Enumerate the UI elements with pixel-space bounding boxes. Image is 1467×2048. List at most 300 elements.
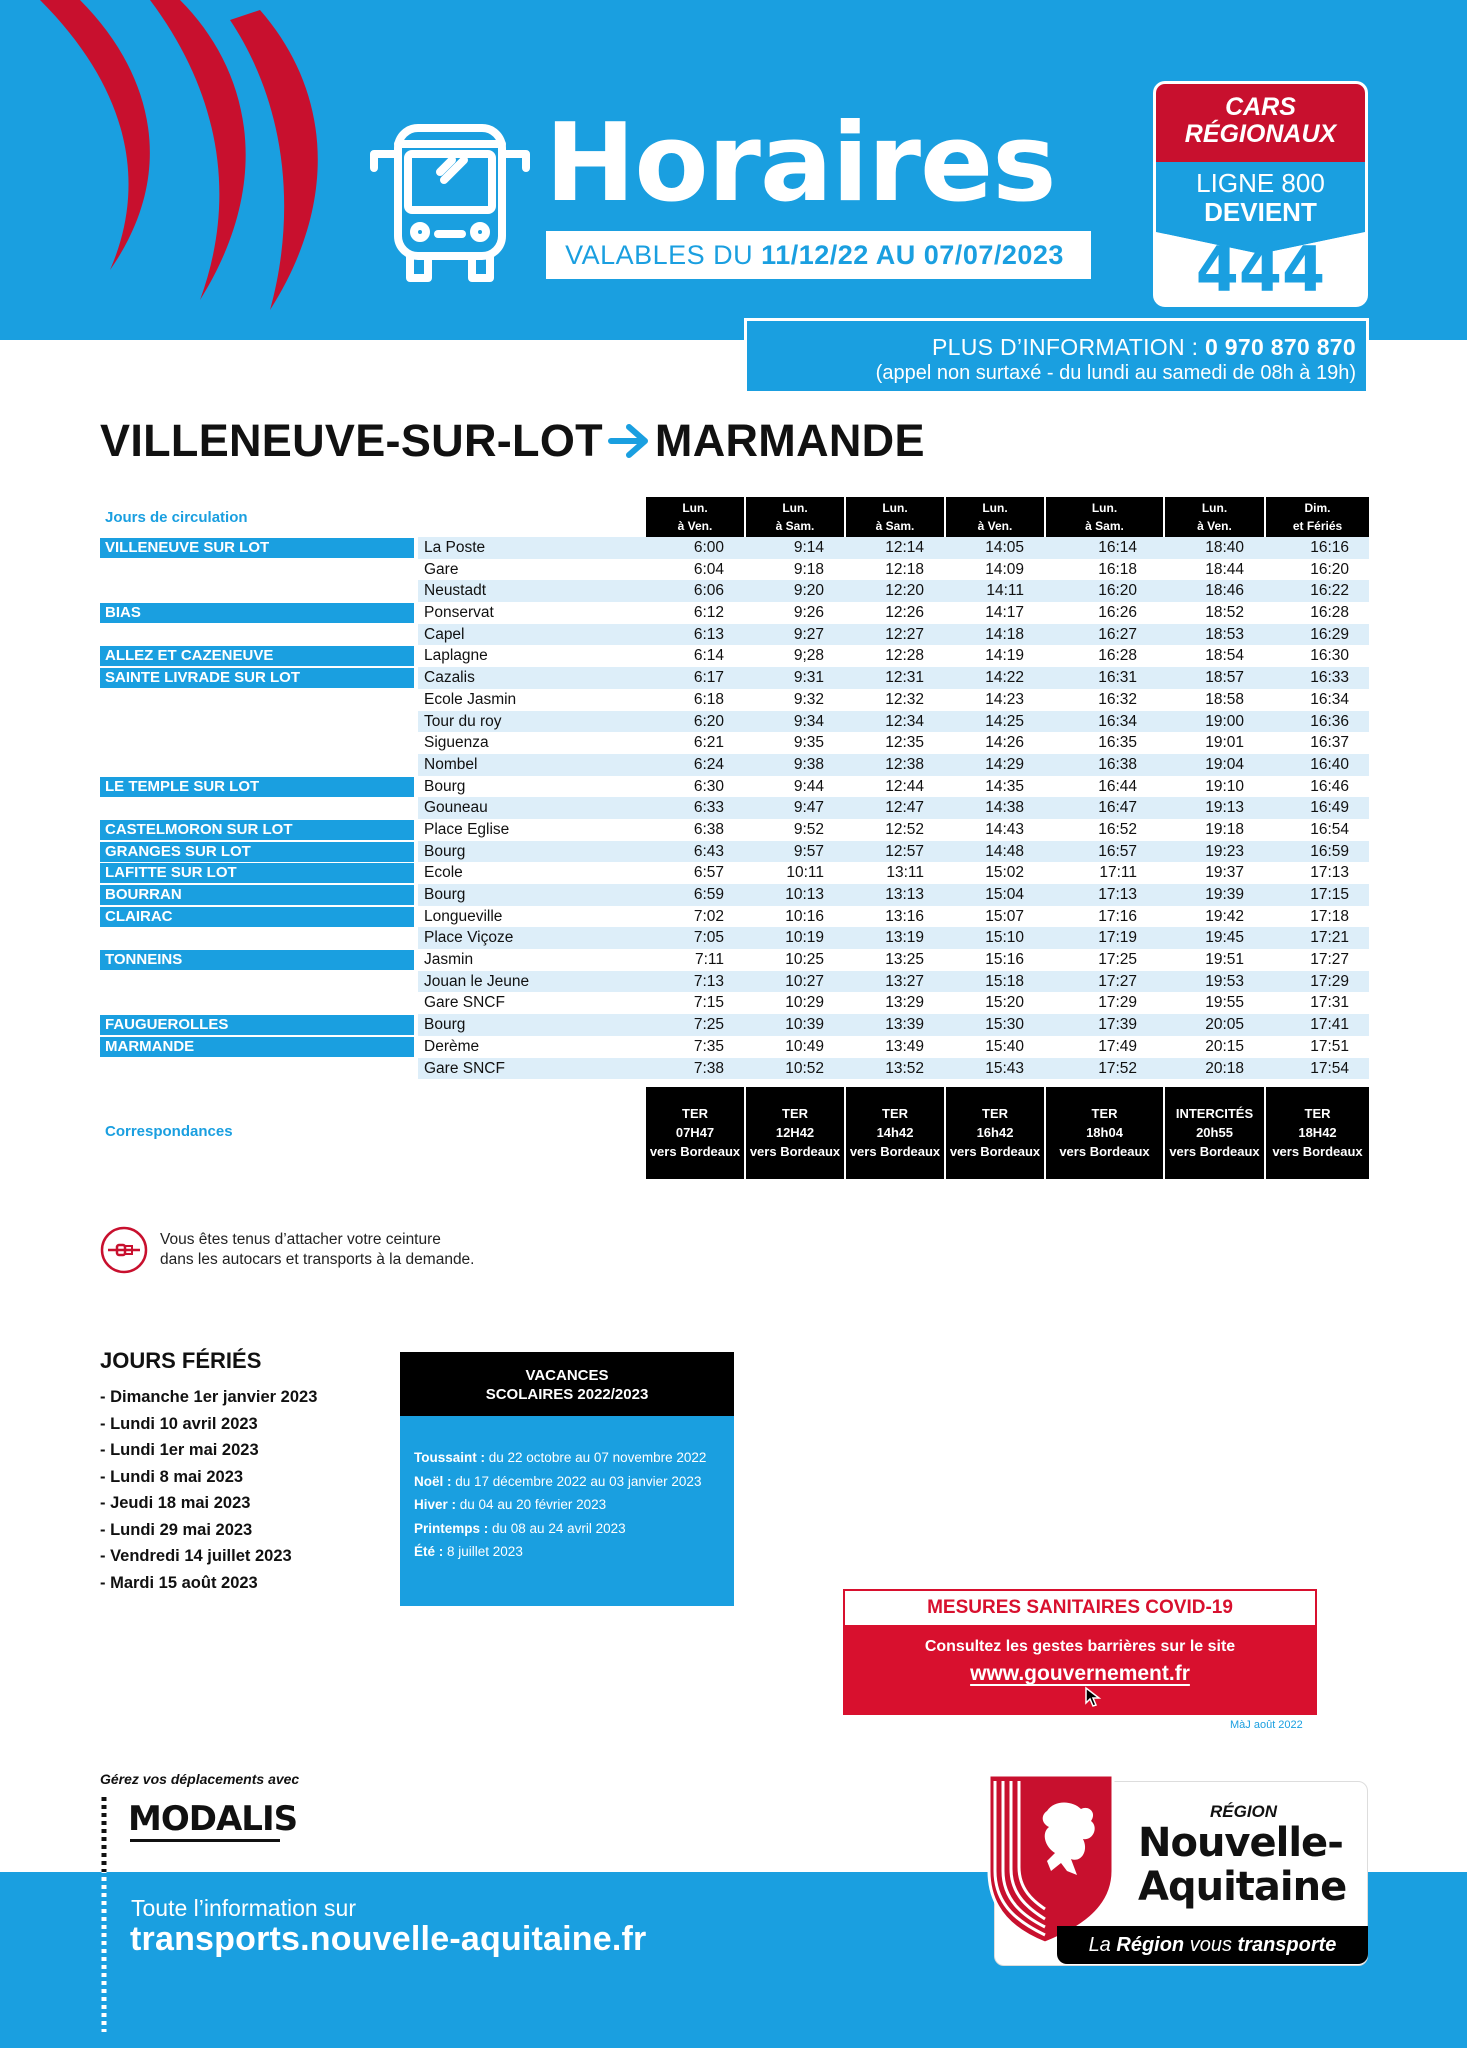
time-cell: 16:28 — [1098, 647, 1137, 665]
time-cell: 17:51 — [1310, 1037, 1349, 1055]
time-cell: 6:06 — [693, 582, 724, 600]
time-cell: 10:29 — [785, 994, 824, 1012]
column-header-line: Lun. — [682, 501, 708, 515]
vacances-period-dates: du 04 au 20 février 2023 — [456, 1497, 607, 1512]
stop-name: Gouneau — [424, 799, 488, 817]
correspondance-line: 20h55 — [1196, 1125, 1233, 1141]
time-cell: 16:34 — [1310, 690, 1349, 708]
table-row — [100, 667, 1369, 689]
list-item: - Lundi 8 mai 2023 — [100, 1467, 244, 1486]
bus-icon — [370, 124, 530, 284]
time-cell: 6:12 — [693, 604, 724, 622]
column-header-line: Lun. — [882, 501, 908, 515]
footer-website-link[interactable]: transports.nouvelle-aquitaine.fr — [130, 1920, 647, 1958]
vacances-period-dates: du 22 octobre au 07 novembre 2022 — [485, 1450, 707, 1465]
time-cell: 19:53 — [1205, 972, 1244, 990]
time-cell: 17:29 — [1310, 972, 1349, 990]
time-cell: 16:35 — [1098, 734, 1137, 752]
time-cell: 14:23 — [985, 690, 1024, 708]
time-cell: 14:38 — [985, 799, 1024, 817]
column-header-line: à Sam. — [1085, 519, 1124, 533]
vacances-period-label: Été : — [414, 1544, 444, 1559]
list-item: - Jeudi 18 mai 2023 — [100, 1494, 251, 1512]
time-cell: 15:04 — [985, 886, 1024, 903]
time-cell: 16:38 — [1098, 755, 1137, 773]
correspondance-line: vers Bordeaux — [1169, 1144, 1260, 1160]
time-cell: 16:47 — [1098, 799, 1137, 817]
time-cell: 17:54 — [1310, 1059, 1349, 1077]
column-header-line: à Ven. — [677, 519, 713, 533]
vacances-scolaires — [400, 1352, 734, 1606]
stop-name: Nombel — [424, 755, 478, 773]
vacances-title-line2: SCOLAIRES 2022/2023 — [485, 1386, 649, 1403]
info-prefix: PLUS D’INFORMATION : — [932, 334, 1199, 360]
commune-label: CASTELMORON SUR LOT — [100, 820, 414, 840]
covid-line: Consultez les gestes barrières sur le site — [924, 1638, 1236, 1655]
time-cell: 13:13 — [885, 886, 924, 903]
stop-name: Ecole — [424, 864, 463, 882]
time-cell: 16:54 — [1310, 820, 1349, 838]
time-cell: 19:04 — [1205, 755, 1244, 773]
jours-feries — [100, 1348, 317, 1596]
seatbelt-line1: Vous êtes tenus d’attacher votre ceinture — [160, 1231, 441, 1248]
stop-name: Jasmin — [424, 951, 474, 969]
table-row — [100, 862, 1369, 884]
time-cell: 9:31 — [793, 669, 824, 687]
time-cell: 18:46 — [1205, 582, 1244, 600]
column-header-line: à Ven. — [977, 519, 1013, 533]
modalis-intro: Gérez vos déplacements avec — [100, 1771, 300, 1787]
time-cell: 10:16 — [785, 907, 824, 925]
stop-name: Bourg — [424, 886, 466, 903]
time-cell: 10:27 — [785, 972, 824, 990]
region-lion-shield-icon — [985, 1771, 1125, 1946]
stop-name: Longueville — [424, 907, 503, 925]
commune-label: LE TEMPLE SUR LOT — [100, 777, 414, 797]
time-cell: 19:10 — [1205, 777, 1244, 795]
time-cell: 12:18 — [885, 560, 924, 578]
time-cell: 7:02 — [693, 907, 724, 925]
correspondance-line: TER — [782, 1106, 808, 1122]
time-cell: 13:49 — [885, 1037, 924, 1055]
table-row — [100, 624, 1369, 646]
time-cell: 19:37 — [1205, 864, 1244, 882]
time-cell: 6:59 — [693, 886, 724, 903]
column-header-line: et Fériés — [1292, 519, 1343, 533]
time-cell: 17:19 — [1098, 929, 1137, 947]
table-row — [100, 1036, 1369, 1058]
time-cell: 7:15 — [693, 994, 724, 1012]
time-cell: 16:16 — [1310, 539, 1349, 556]
time-cell: 12:44 — [885, 777, 924, 795]
time-cell: 17:27 — [1098, 972, 1137, 990]
time-cell: 9;28 — [793, 647, 824, 665]
correspondance-line: vers Bordeaux — [949, 1144, 1041, 1160]
time-cell: 14:25 — [985, 712, 1024, 730]
correspondance-cell — [746, 1087, 844, 1179]
time-cell: 10:39 — [785, 1016, 824, 1034]
info-note: (appel non surtaxé - du lundi au samedi de 08h à 19h) — [875, 362, 1356, 384]
stop-name: Bourg — [424, 777, 466, 795]
time-cell: 16:20 — [1310, 560, 1349, 578]
time-cell: 14:09 — [985, 560, 1024, 578]
stop-name: Jouan le Jeune — [424, 972, 530, 990]
time-cell: 12:35 — [885, 734, 924, 752]
time-cell: 19:55 — [1205, 994, 1244, 1012]
commune-label: BOURRAN — [100, 885, 414, 905]
region-name-line1: Nouvelle- — [1138, 1820, 1343, 1866]
column-header-line: Lun. — [782, 501, 808, 515]
table-row — [100, 711, 1369, 733]
time-cell: 12:28 — [885, 647, 924, 665]
validity-prefix: VALABLES DU — [565, 239, 754, 270]
time-cell: 15:30 — [985, 1016, 1024, 1034]
table-row — [100, 559, 1369, 581]
time-cell: 10:11 — [786, 864, 824, 882]
time-cell: 17:25 — [1098, 951, 1137, 969]
time-cell: 10:25 — [785, 951, 824, 969]
time-cell: 16:40 — [1310, 755, 1349, 773]
time-cell: 13:25 — [885, 951, 924, 969]
column-header-line: à Sam. — [775, 519, 815, 533]
time-cell: 19:45 — [1205, 929, 1244, 947]
time-cell: 7:25 — [693, 1016, 724, 1034]
time-cell: 13:11 — [886, 864, 924, 882]
correspondance-line: vers Bordeaux — [1059, 1144, 1150, 1160]
time-cell: 9:35 — [793, 734, 824, 752]
table-row — [100, 1058, 1369, 1080]
list-item — [414, 1493, 734, 1517]
column-header-line: à Sam. — [875, 519, 915, 533]
time-cell: 9:26 — [793, 604, 824, 622]
column-header — [646, 497, 744, 537]
time-cell: 6:24 — [693, 755, 724, 773]
correspondance-line: INTERCITÉS — [1175, 1106, 1254, 1122]
table-row — [100, 819, 1369, 841]
correspondance-cell — [1046, 1087, 1163, 1179]
commune-label: VILLENEUVE SUR LOT — [100, 538, 414, 558]
timetable-header — [100, 497, 1369, 537]
stop-name: Neustadt — [424, 582, 487, 600]
time-cell: 12:47 — [885, 799, 924, 817]
table-row — [100, 841, 1369, 863]
list-item — [414, 1446, 734, 1470]
correspondance-line: vers Bordeaux — [749, 1144, 841, 1160]
time-cell: 17:15 — [1310, 886, 1349, 903]
time-cell: 13:52 — [885, 1059, 924, 1077]
stop-name: Gare SNCF — [424, 994, 505, 1012]
badge-devient-label: DEVIENT — [1204, 197, 1317, 227]
time-cell: 12:57 — [885, 842, 924, 860]
time-cell: 14:29 — [985, 755, 1024, 773]
route-title — [100, 415, 925, 467]
stop-name: Gare — [424, 560, 459, 578]
time-cell: 9:57 — [793, 842, 824, 860]
correspondance-line: TER — [1091, 1106, 1118, 1122]
modalis-underline — [130, 1839, 280, 1842]
table-row — [100, 797, 1369, 819]
time-cell: 15:16 — [985, 951, 1024, 969]
table-row — [100, 992, 1369, 1014]
time-cell: 10:13 — [785, 886, 824, 903]
time-cell: 9:18 — [793, 560, 824, 578]
vacances-period-dates: du 17 décembre 2022 au 03 janvier 2023 — [451, 1473, 702, 1489]
vacances-period-dates: 8 juillet 2023 — [443, 1544, 523, 1559]
list-item: - Dimanche 1er janvier 2023 — [100, 1388, 318, 1406]
time-cell: 17:31 — [1310, 994, 1349, 1012]
slogan-bold: Région — [1116, 1934, 1185, 1956]
modalis-logo[interactable]: MODALIS — [128, 1799, 298, 1839]
time-cell: 16:57 — [1098, 842, 1137, 860]
column-header — [746, 497, 844, 537]
time-cell: 19:23 — [1205, 842, 1244, 860]
column-header — [1165, 497, 1264, 537]
time-cell: 19:39 — [1205, 886, 1244, 903]
time-cell: 7:11 — [694, 951, 724, 969]
time-cell: 16:36 — [1310, 712, 1349, 730]
time-cell: 17:13 — [1098, 886, 1137, 903]
timetable — [100, 497, 1369, 1179]
time-cell: 18:53 — [1205, 625, 1244, 643]
time-cell: 19:01 — [1205, 734, 1244, 752]
time-cell: 14:43 — [985, 820, 1024, 838]
time-cell: 15:20 — [985, 994, 1024, 1012]
time-cell: 13:16 — [885, 907, 924, 925]
time-cell: 17:39 — [1098, 1016, 1137, 1034]
info-box — [744, 318, 1369, 394]
covid-title: MESURES SANITAIRES COVID-19 — [845, 1591, 1315, 1625]
route-from: VILLENEUVE-SUR-LOT — [100, 415, 603, 466]
list-item: - Lundi 10 avril 2023 — [100, 1414, 258, 1433]
time-cell: 14:05 — [985, 539, 1024, 556]
time-cell: 6:13 — [693, 625, 724, 643]
stop-name: Place Eglise — [424, 820, 510, 838]
time-cell: 12:20 — [885, 582, 924, 600]
time-cell: 7:13 — [693, 972, 724, 990]
validity-banner — [546, 231, 1091, 279]
time-cell: 17:21 — [1310, 929, 1349, 947]
time-cell: 15:40 — [985, 1037, 1024, 1055]
time-cell: 10:49 — [785, 1037, 824, 1055]
time-cell: 16:49 — [1310, 799, 1349, 817]
commune-label: ALLEZ ET CAZENEUVE — [100, 646, 414, 666]
stop-name: Cazalis — [424, 669, 475, 687]
time-cell: 18:54 — [1205, 647, 1244, 665]
time-cell: 19:00 — [1205, 712, 1244, 730]
time-cell: 6:43 — [693, 842, 724, 860]
list-item: - Mardi 15 août 2023 — [100, 1573, 258, 1592]
slogan-bold2: transporte — [1237, 1934, 1337, 1956]
stop-name: La Poste — [424, 539, 486, 556]
time-cell: 16:34 — [1098, 712, 1137, 730]
vacances-period-label: Toussaint : — [414, 1450, 486, 1465]
time-cell: 13:27 — [885, 972, 924, 990]
time-cell: 6:38 — [693, 820, 724, 838]
column-header-line: Dim. — [1304, 501, 1331, 515]
time-cell: 7:05 — [693, 929, 724, 947]
line-badge — [1153, 81, 1368, 307]
time-cell: 18:58 — [1205, 690, 1244, 708]
time-cell: 17:41 — [1310, 1016, 1349, 1034]
time-cell: 14:22 — [985, 669, 1024, 687]
time-cell: 7:35 — [693, 1037, 724, 1055]
time-cell: 13:29 — [885, 994, 924, 1012]
correspondance-cell — [1266, 1087, 1369, 1179]
info-phone-line — [747, 333, 1356, 361]
time-cell: 17:27 — [1310, 951, 1349, 969]
time-cell: 6:04 — [693, 560, 724, 578]
stop-name: Laplagne — [424, 647, 488, 665]
jours-feries-title: JOURS FÉRIÉS — [100, 1348, 262, 1373]
correspondance-line: TER — [982, 1106, 1008, 1122]
time-cell: 18:40 — [1205, 539, 1244, 556]
stop-name: Bourg — [424, 842, 466, 860]
time-cell: 16:28 — [1310, 604, 1349, 622]
time-cell: 12:32 — [885, 690, 924, 708]
time-cell: 18:52 — [1205, 604, 1244, 622]
table-row — [100, 971, 1369, 993]
route-to: MARMANDE — [654, 415, 925, 466]
time-cell: 12:26 — [885, 604, 924, 622]
time-cell: 17:49 — [1098, 1037, 1137, 1055]
time-cell: 15:07 — [985, 907, 1024, 925]
correspondance-cell — [1165, 1087, 1264, 1179]
time-cell: 9:20 — [793, 582, 824, 600]
column-header-line: Lun. — [982, 501, 1008, 515]
badge-line-number: 444 — [1195, 233, 1326, 306]
seatbelt-line2: dans les autocars et transports à la demande. — [160, 1251, 475, 1268]
cursor-icon — [1084, 1686, 1102, 1708]
time-cell: 17:13 — [1310, 864, 1349, 882]
time-cell: 12:27 — [885, 625, 924, 643]
correspondance-line: TER — [682, 1106, 708, 1122]
vacances-period-dates: du 08 au 24 avril 2023 — [488, 1520, 626, 1536]
correspondance-line: 12H42 — [775, 1125, 815, 1141]
time-cell: 16:20 — [1098, 582, 1137, 600]
commune-label: MARMANDE — [100, 1037, 414, 1057]
time-cell: 14:18 — [985, 625, 1024, 643]
covid-link[interactable]: www.gouvernement.fr — [970, 1662, 1190, 1685]
list-item: - Lundi 1er mai 2023 — [100, 1441, 259, 1459]
correspondance-line: vers Bordeaux — [849, 1144, 941, 1160]
column-header — [1266, 497, 1369, 537]
time-cell: 9:14 — [793, 539, 824, 556]
correspondance-line: 16h42 — [976, 1125, 1014, 1141]
time-cell: 9:38 — [793, 755, 824, 773]
stop-name: Ponservat — [424, 604, 494, 622]
correspondance-line: vers Bordeaux — [1272, 1144, 1363, 1160]
table-row — [100, 732, 1369, 754]
arrow-right-icon — [607, 421, 651, 461]
stop-name: Derème — [424, 1037, 480, 1055]
time-cell: 6:20 — [693, 712, 724, 730]
time-cell: 10:52 — [785, 1059, 824, 1077]
dotted-line-decor — [100, 1797, 108, 2032]
time-cell: 18:57 — [1205, 669, 1244, 687]
time-cell: 16:31 — [1098, 669, 1137, 687]
time-cell: 14:19 — [985, 647, 1024, 665]
time-cell: 6:14 — [693, 647, 724, 665]
time-cell: 16:59 — [1310, 842, 1349, 860]
column-header-line: Lun. — [1201, 501, 1228, 515]
jours-circulation-label: Jours de circulation — [105, 509, 248, 526]
table-row — [100, 927, 1369, 949]
column-header-line: Lun. — [1091, 501, 1118, 515]
time-cell: 6:57 — [693, 864, 724, 882]
badge-ligne-label: LIGNE 800 — [1196, 168, 1325, 198]
covid-box — [843, 1589, 1317, 1715]
time-cell: 17:52 — [1098, 1059, 1137, 1077]
table-row — [100, 580, 1369, 602]
time-cell: 13:19 — [885, 929, 924, 947]
time-cell: 16:14 — [1098, 539, 1137, 556]
time-cell: 20:05 — [1205, 1016, 1244, 1034]
time-cell: 12:52 — [885, 820, 924, 838]
table-row — [100, 949, 1369, 971]
time-cell: 17:11 — [1099, 864, 1137, 882]
region-name — [1138, 1821, 1346, 1909]
time-cell: 9:52 — [793, 820, 824, 838]
seatbelt-notice — [160, 1230, 475, 1270]
time-cell: 18:44 — [1205, 560, 1244, 578]
time-cell: 12:31 — [885, 669, 924, 687]
validity-dates: 11/12/22 AU 07/07/2023 — [761, 239, 1064, 270]
time-cell: 10:19 — [785, 929, 824, 947]
time-cell: 16:27 — [1098, 625, 1137, 643]
time-cell: 16:37 — [1310, 734, 1349, 752]
time-cell: 12:14 — [885, 539, 924, 556]
list-item — [414, 1540, 734, 1564]
time-cell: 20:18 — [1205, 1059, 1244, 1077]
seatbelt-icon — [100, 1226, 148, 1274]
correspondance-cell — [846, 1087, 944, 1179]
stop-name: Gare SNCF — [424, 1059, 505, 1077]
time-cell: 12:38 — [885, 755, 924, 773]
badge-cars-regionaux: CARS RÉGIONAUX — [1156, 84, 1365, 162]
time-cell: 6:33 — [693, 799, 724, 817]
time-cell: 15:43 — [985, 1059, 1024, 1077]
list-item: - Vendredi 14 juillet 2023 — [100, 1547, 292, 1565]
time-cell: 6:17 — [693, 669, 724, 687]
time-cell: 9:47 — [793, 799, 824, 817]
timetable-body — [100, 537, 1369, 1079]
time-cell: 16:22 — [1310, 582, 1349, 600]
commune-label: GRANGES SUR LOT — [100, 842, 414, 862]
commune-label: BIAS — [100, 603, 414, 623]
correspondances-label: Correspondances — [105, 1123, 233, 1141]
vacances-period-label: Noël : — [414, 1473, 452, 1489]
slogan-post: vous — [1184, 1934, 1238, 1956]
column-header — [846, 497, 944, 537]
correspondance-line: vers Bordeaux — [649, 1144, 741, 1160]
time-cell: 14:48 — [985, 842, 1024, 860]
jours-feries-list — [100, 1384, 317, 1596]
list-item: - Lundi 29 mai 2023 — [100, 1520, 253, 1539]
correspondances-row — [100, 1087, 1369, 1179]
time-cell: 6:18 — [693, 690, 724, 708]
time-cell: 12:34 — [885, 712, 924, 730]
time-cell: 13:39 — [885, 1016, 924, 1034]
time-cell: 17:16 — [1098, 907, 1137, 925]
vacances-period-label: Printemps : — [414, 1520, 489, 1536]
time-cell: 6:00 — [693, 539, 724, 556]
time-cell: 19:18 — [1205, 820, 1244, 838]
time-cell: 16:18 — [1098, 560, 1137, 578]
info-phone[interactable]: 0 970 870 870 — [1205, 334, 1356, 360]
commune-label: SAINTE LIVRADE SUR LOT — [100, 668, 414, 688]
time-cell: 14:35 — [985, 777, 1024, 795]
table-row — [100, 906, 1369, 928]
